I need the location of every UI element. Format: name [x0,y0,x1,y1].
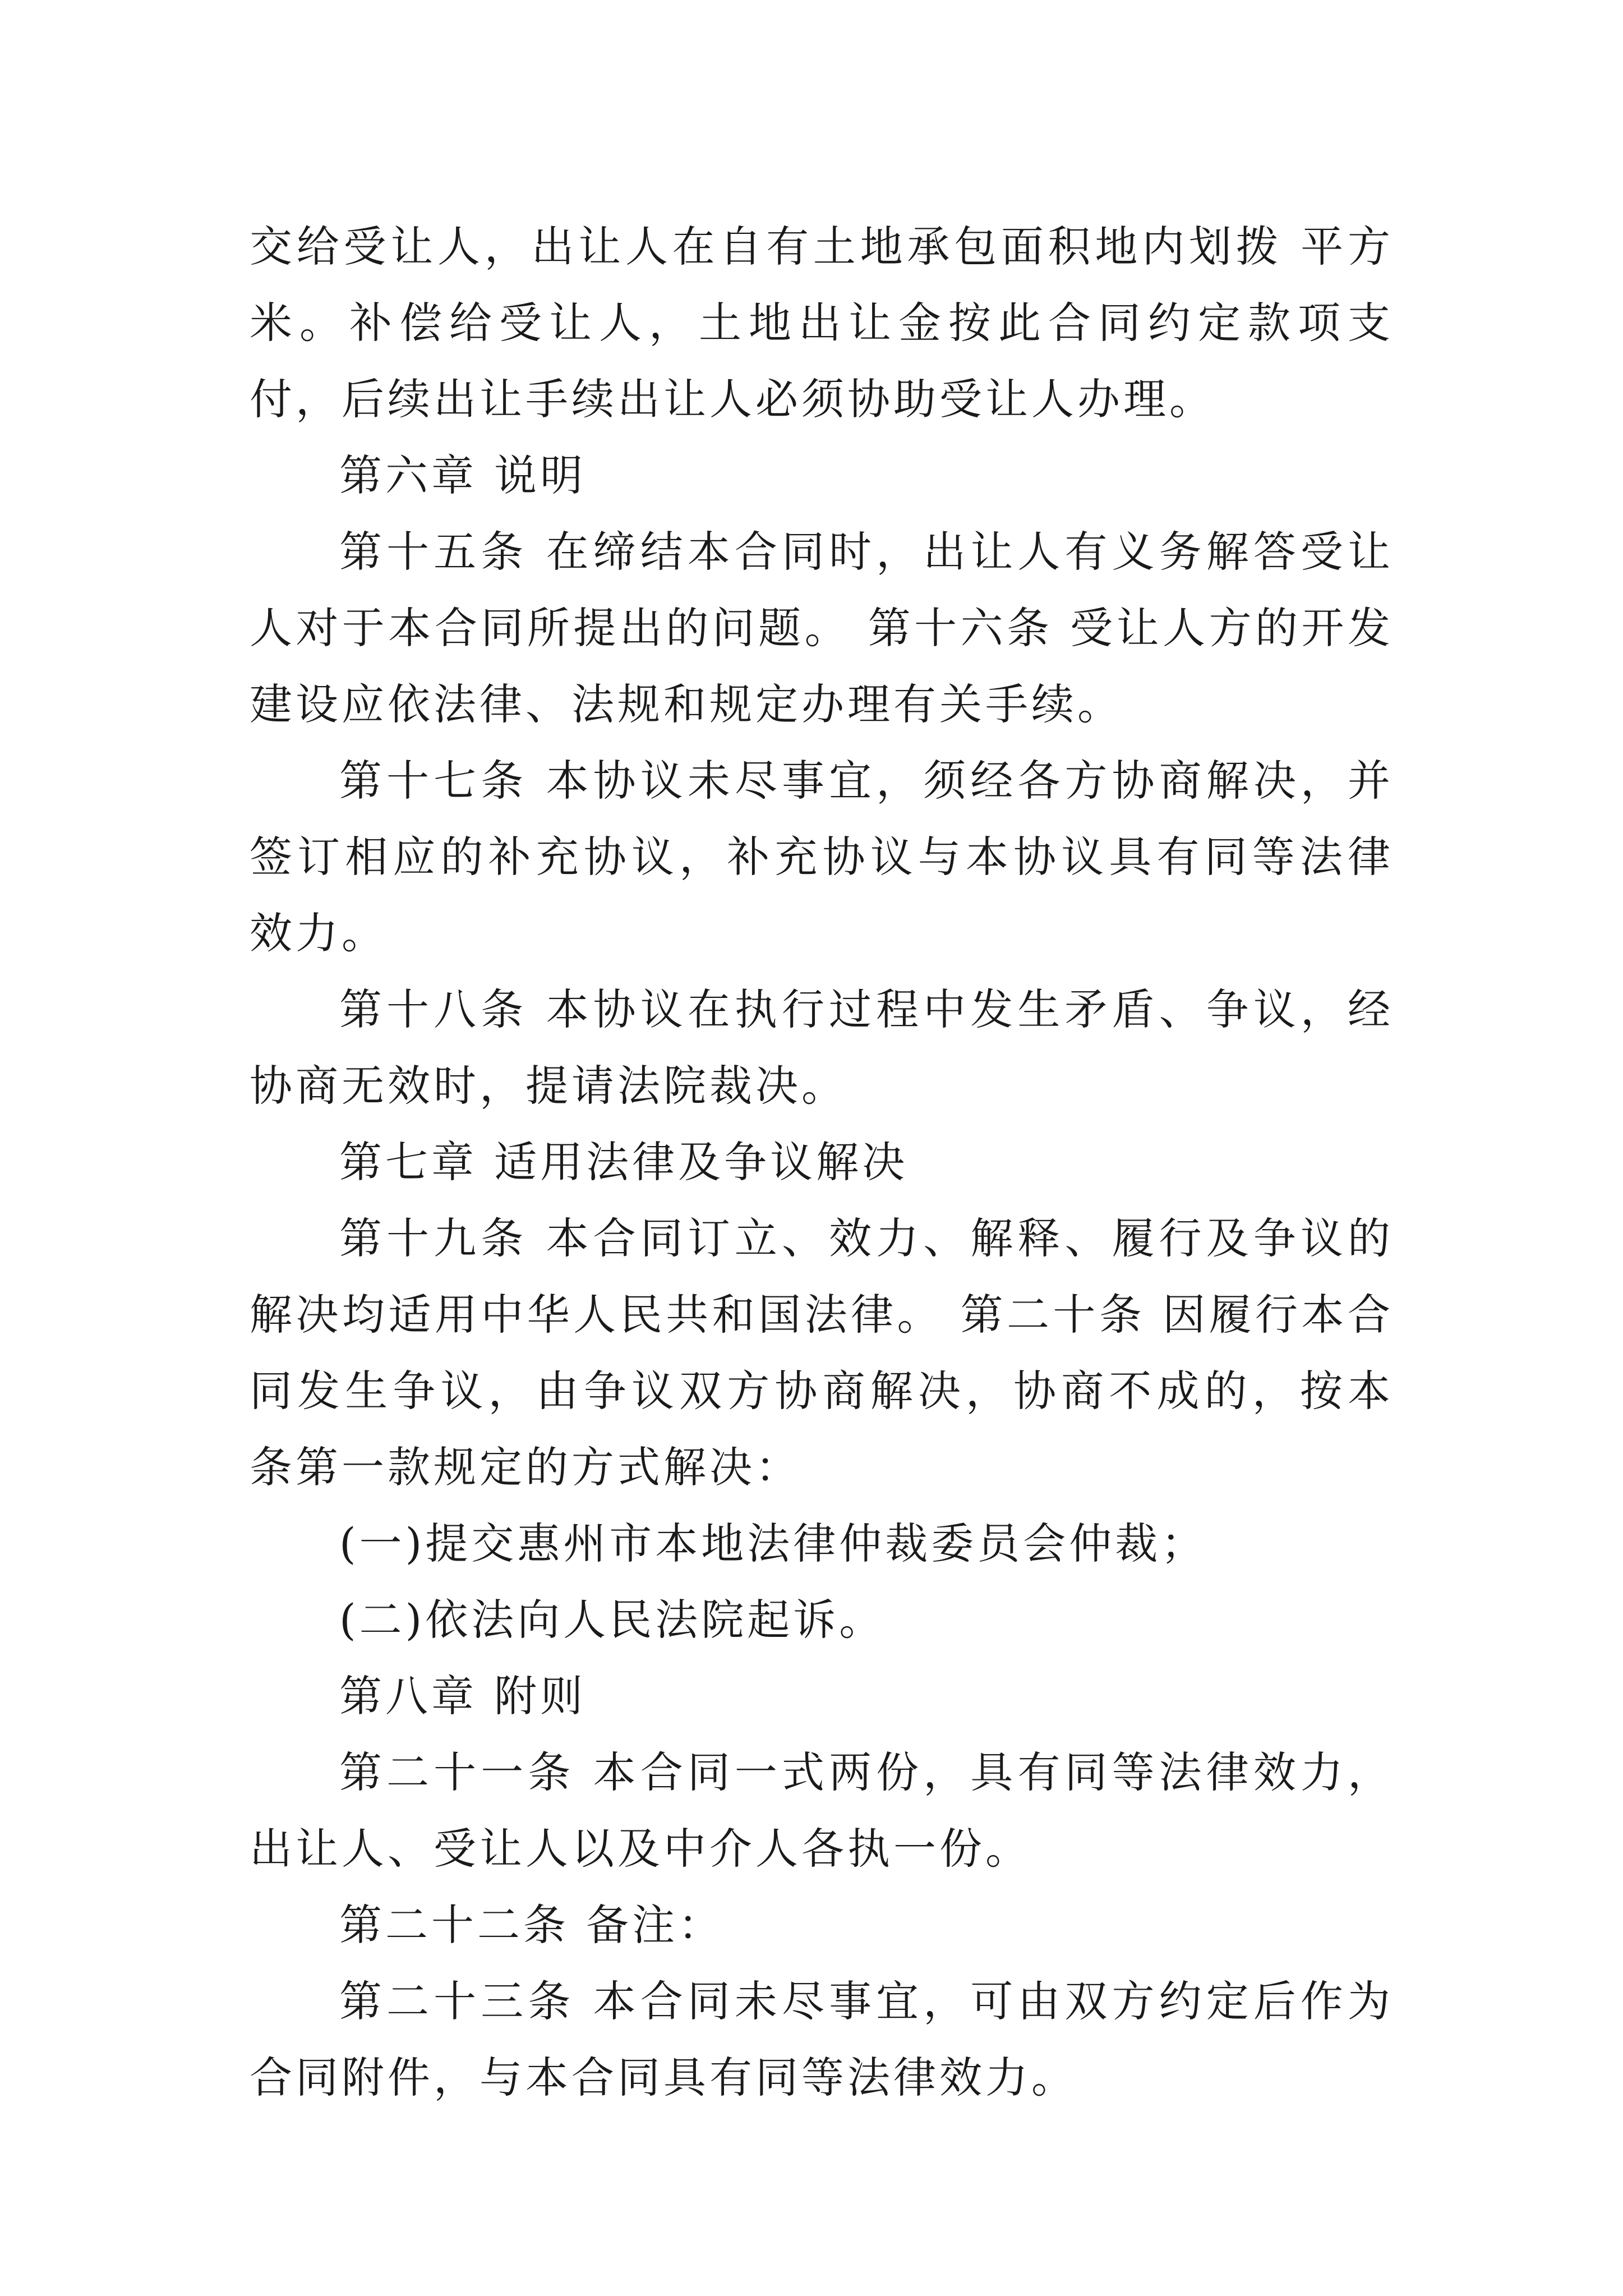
article-21: 第二十一条 本合同一式两份，具有同等法律效力，出让人、受让人以及中介人各执一份。 [250,1747,1394,1874]
article-15-16: 第十五条 在缔结本合同时，出让人有义务解答受让人对于本合同所提出的问题。 第十六条 受让人方的开发建设应依法律、法规和规定办理有关手续。 [250,527,1394,729]
article-23: 第二十三条 本合同未尽事宜，可由双方约定后作为合同附件，与本合同具有同等法律效力。 [250,1976,1394,2102]
chapter-heading-6: 第六章 说明 [339,450,587,500]
document-body [250,209,1394,2116]
article-18: 第十八条 本协议在执行过程中发生矛盾、争议，经协商无效时，提请法院裁决。 [250,984,1394,1111]
article-22: 第二十二条 备注： [339,1900,725,1950]
article-17: 第十七条 本协议未尽事宜，须经各方协商解决，并签订相应的补充协议，补充协议与本协议具有同等法律效力。 [250,756,1394,958]
dispute-option-1: (一)提交惠州市本地法律仲裁委员会仲裁； [339,1519,1207,1568]
chapter-heading-7: 第七章 适用法律及争议解决 [339,1137,909,1187]
dispute-option-2: (二)依法向人民法院起诉。 [339,1595,886,1645]
article-19-20: 第十九条 本合同订立、效力、解释、履行及争议的解决均适用中华人民共和国法律。 第二十条 因履行本合同发生争议，由争议双方协商解决，协商不成的，按本条第一款规定的方式解决： [250,1213,1394,1492]
chapter-heading-8: 第八章 附则 [339,1671,587,1721]
paragraph-continuation: 交给受让人，出让人在自有土地承包面积地内划拨 平方米。补偿给受让人，土地出让金按此合同约定款项支付，后续出让手续出让人必须协助受让人办理。 [250,222,1394,424]
